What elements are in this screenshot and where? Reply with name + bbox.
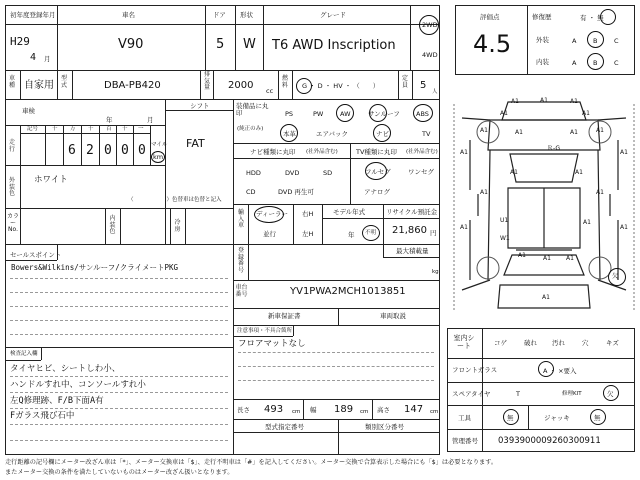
length-unit: cm: [292, 409, 301, 415]
shift-label: シフト: [190, 102, 210, 110]
damage-mark-21: A1: [543, 255, 551, 262]
shape-value: W: [243, 37, 256, 52]
capacity2-unit: kg: [432, 269, 439, 275]
damage-mark-15: W1: [500, 235, 510, 242]
width-unit: cm: [360, 409, 369, 415]
damage-mark-10: A1: [620, 149, 628, 156]
damage-mark-4: A1: [582, 110, 590, 117]
mileage-digit-header-1: 十: [52, 126, 58, 132]
equip-aw: AW: [340, 110, 351, 118]
damage-mark-20: A1: [518, 252, 526, 259]
mileage-label: 走行: [8, 139, 15, 153]
chassis-value: YV1PWA2MCH1013851: [290, 286, 406, 297]
ext-label: 外装: [536, 36, 549, 44]
type-no-label: 型式指定番号: [265, 423, 304, 431]
mileage-digit-header-6: 一: [138, 126, 144, 132]
int-label: 内装: [536, 58, 549, 66]
repair-opts: 有 ・ 無: [580, 14, 604, 22]
displacement-label: 排気量: [203, 71, 210, 92]
nav-sd: SD: [323, 169, 333, 177]
width-label: 幅: [310, 406, 317, 414]
shift-value: FAT: [186, 137, 205, 150]
model-year-unknown: 不明: [365, 230, 377, 236]
fuel-circle: [296, 78, 312, 94]
damage-mark-7: A1: [515, 129, 523, 136]
cold-label: 冷房: [174, 219, 181, 233]
import-label: 輸入車: [237, 209, 244, 230]
repair-none-circle: [600, 9, 616, 25]
damage-mark-18: A1: [620, 224, 628, 231]
glass-opts: A ・ ×要入: [543, 367, 577, 375]
damage-mark-2: A1: [570, 98, 578, 105]
reg-year-value: H29: [10, 35, 30, 48]
report-label: 検査記入欄: [10, 351, 38, 357]
nav-dvd-play: DVD 再生可: [278, 188, 314, 196]
recycle-amount: 21,860: [392, 225, 427, 236]
car-damage-diagram: [450, 90, 638, 325]
nav-cd: CD: [246, 188, 256, 196]
chassis-label: 車台番号: [235, 284, 248, 298]
damage-mark-rg: Ｒ-G: [547, 145, 561, 152]
damage-mark-3: A1: [500, 110, 508, 117]
mileage-digit-0: 6: [68, 143, 76, 158]
nav-dvd: DVD: [285, 169, 300, 177]
model-label: 型式: [60, 75, 67, 89]
reg-year-label: 初年度登録年月: [10, 11, 56, 19]
drive-4wd: 4WD: [422, 51, 438, 59]
int-a: A: [572, 59, 577, 67]
equip-abs: ABS: [416, 110, 429, 118]
footer-line-2: またメーター交換の条件を満たしていないものはメーター改ざん扱いとなります。: [5, 469, 234, 476]
score-value: 4.5: [473, 30, 512, 58]
int-c: C: [614, 59, 619, 67]
damage-mark-0: A1: [511, 98, 519, 105]
equipment-sub: (純正のみ): [237, 126, 264, 132]
spare-t: T: [516, 390, 520, 398]
warranty-new: 新車保証書: [268, 312, 301, 320]
grade-value: T6 AWD Inscription: [272, 38, 396, 53]
reg-month-value: 4: [30, 52, 37, 63]
car-name-value: V90: [118, 37, 144, 52]
equip-ps: PS: [285, 110, 294, 118]
damage-mark-12: A1: [575, 169, 583, 176]
tv-sub: (社外品含む): [406, 149, 438, 155]
mileage-digit-4: 0: [138, 143, 146, 158]
jack-value: 無: [594, 414, 601, 422]
int-b-circle: [587, 53, 604, 70]
damage-mark-6: A1: [596, 127, 604, 134]
car-name-label: 車名: [122, 11, 135, 19]
equip-navi: ナビ: [376, 130, 389, 138]
int-b: B: [593, 59, 598, 67]
equip-sunroof: サンルーフ: [368, 110, 400, 118]
seat-yabure: 破れ: [524, 339, 537, 347]
exterior-label: 外装色: [8, 177, 15, 198]
import-right: 右H: [302, 210, 314, 218]
mileage-digit-header-2: 万: [70, 126, 76, 132]
nav-hdd: HDD: [246, 169, 261, 177]
report-line-1: ハンドルすれ中、コンソールすれ小: [10, 380, 146, 390]
seat-yogore: 汚れ: [552, 339, 565, 347]
inspection-year-unit: 年: [106, 116, 113, 124]
damage-mark-missing: 欠: [612, 273, 619, 280]
length-value: 493: [264, 404, 284, 415]
tools-value: 無: [507, 414, 514, 422]
exterior-note: （ ）色替車は色替と記入: [128, 197, 222, 203]
import-parallel: 並行: [263, 230, 276, 238]
equipment-label: 装備品に丸印: [236, 102, 269, 118]
jack-label: ジャッキ: [544, 414, 570, 422]
repair-label: 修復歴: [532, 13, 552, 21]
door-label: ドア: [213, 11, 226, 19]
nav-label: ナビ種類に丸印: [250, 148, 296, 156]
tools-label: 工具: [458, 414, 471, 422]
displacement-value: 2000: [228, 80, 254, 91]
fuel-label: 燃料: [281, 75, 288, 89]
vehicle-class-value: 自家用: [24, 80, 54, 91]
report-line-3: Fガラス飛び石中: [10, 411, 75, 421]
tv-fullseg: フルセグ: [365, 168, 391, 176]
capacity-label: 定員: [401, 75, 408, 89]
mileage-digit-2: 0: [104, 143, 112, 158]
tv-oneseg: ワンセグ: [408, 168, 434, 176]
ext-a: A: [572, 37, 577, 45]
ext-c: C: [614, 37, 619, 45]
seat-ana: 穴: [582, 339, 589, 347]
mileage-digit-header-0: 記号: [27, 126, 39, 132]
class-no-label: 類別区分番号: [365, 423, 404, 431]
shape-label: 形状: [240, 11, 253, 19]
height-unit: cm: [430, 409, 439, 415]
sales-point-label: セールスポイント: [10, 251, 62, 259]
warranty-manual: 車両取説: [380, 312, 406, 320]
damage-mark-5: A1: [480, 127, 488, 134]
mileage-digit-1: 2: [86, 143, 94, 158]
mileage-digit-3: 0: [121, 143, 129, 158]
damage-mark-14: U1: [500, 217, 509, 224]
footer-line-1: 走行距離の記号欄にメーター改ざん車は「*」、メーター交換車は「$」、走行不明車は「#」を記入してください。メーター交換で合算表示した場合にも「$」は必要となります。: [5, 459, 498, 466]
seat-koge: コゲ: [494, 339, 507, 347]
mileage-digit-header-5: 十: [122, 126, 128, 132]
ext-b: B: [593, 37, 598, 45]
equip-airbag: エアバック: [316, 130, 348, 138]
tv-analog: アナログ: [364, 188, 390, 196]
damage-mark-13: A1: [480, 189, 488, 196]
damage-mark-19: A1: [583, 219, 591, 226]
model-year-label: モデル年式: [333, 208, 366, 216]
ext-b-circle: [587, 31, 604, 48]
color-no-label: カラーNo.: [7, 213, 20, 234]
damage-mark-8: A1: [570, 129, 578, 136]
recycle-label: リサイクル預託金: [386, 208, 438, 216]
model-value: DBA-PB420: [104, 80, 161, 91]
spare-missing: 欠: [607, 390, 614, 398]
equip-tv: TV: [422, 130, 431, 138]
mgmt-value: 0393900009260300911: [498, 436, 601, 446]
recycle-yen: 円: [430, 229, 437, 237]
drive-2wd: 2WD: [422, 21, 438, 29]
height-label: 高さ: [377, 406, 390, 414]
mgmt-label: 管理番号: [452, 437, 478, 445]
equip-pw: PW: [313, 110, 324, 118]
report-line-0: タイヤヒビ、シートしわ小、: [10, 364, 121, 374]
mileage-digit-header-4: 百: [106, 126, 112, 132]
notes-text: フロアマットなし: [238, 339, 306, 349]
fuel-options: G ・ D ・ HV ・ （ ）: [302, 82, 380, 90]
tv-label: TV種類に丸印: [356, 148, 397, 156]
damage-mark-11: A1: [510, 169, 518, 176]
length-label: 長さ: [237, 406, 250, 414]
mileage-unit-mile: マイル: [151, 142, 168, 148]
sales-point-text: Bowers&Wilkins/サンルーフ/クライメートPKG: [11, 263, 179, 272]
inspection-label: 車検: [22, 107, 35, 115]
notes-label: 注意事項・不具合箇所: [237, 328, 293, 334]
month-unit: 月: [44, 55, 51, 63]
interior-seat-label: 室内シート: [453, 334, 475, 350]
damage-mark-23: A1: [542, 294, 550, 301]
damage-mark-16: A1: [596, 189, 604, 196]
spare-kit: 修理KIT: [562, 391, 582, 397]
damage-mark-1: A1: [540, 97, 548, 104]
door-value: 5: [216, 37, 225, 52]
height-value: 147: [404, 404, 424, 415]
model-year-unit: 年: [348, 231, 355, 239]
cc-unit: cc: [266, 87, 274, 95]
damage-mark-9: A1: [460, 149, 468, 156]
spare-label: スペアタイヤ: [452, 390, 491, 398]
score-label: 評価点: [480, 13, 500, 21]
person-unit: 人: [432, 89, 438, 95]
import-left: 左H: [302, 230, 314, 238]
vehicle-class-label: 車種: [8, 75, 15, 89]
reg-no-label: 登録番号: [237, 247, 244, 274]
capacity-value: 5: [420, 80, 427, 91]
seat-kizu: キズ: [606, 339, 619, 347]
damage-mark-22: A1: [566, 255, 574, 262]
glass-label: フロントガラス: [452, 366, 498, 374]
grade-label: グレード: [320, 11, 346, 19]
damage-mark-17: A1: [460, 224, 468, 231]
capacity2-label: 最大積載量: [396, 247, 429, 255]
exterior-color: ホワイト: [34, 175, 68, 185]
width-value: 189: [334, 404, 354, 415]
equip-leather: 本革: [283, 130, 296, 138]
mileage-digit-header-3: 千: [88, 126, 94, 132]
mileage-unit-km: km: [153, 153, 164, 161]
inspection-month-unit: 月: [147, 116, 154, 124]
nav-sub: (社外品含む): [306, 149, 338, 155]
report-line-2: 左Q修理跡、F/B下面A有: [10, 396, 104, 406]
interior-color-label: 内装色: [109, 215, 116, 236]
import-dealer: ディーラー: [256, 210, 288, 218]
